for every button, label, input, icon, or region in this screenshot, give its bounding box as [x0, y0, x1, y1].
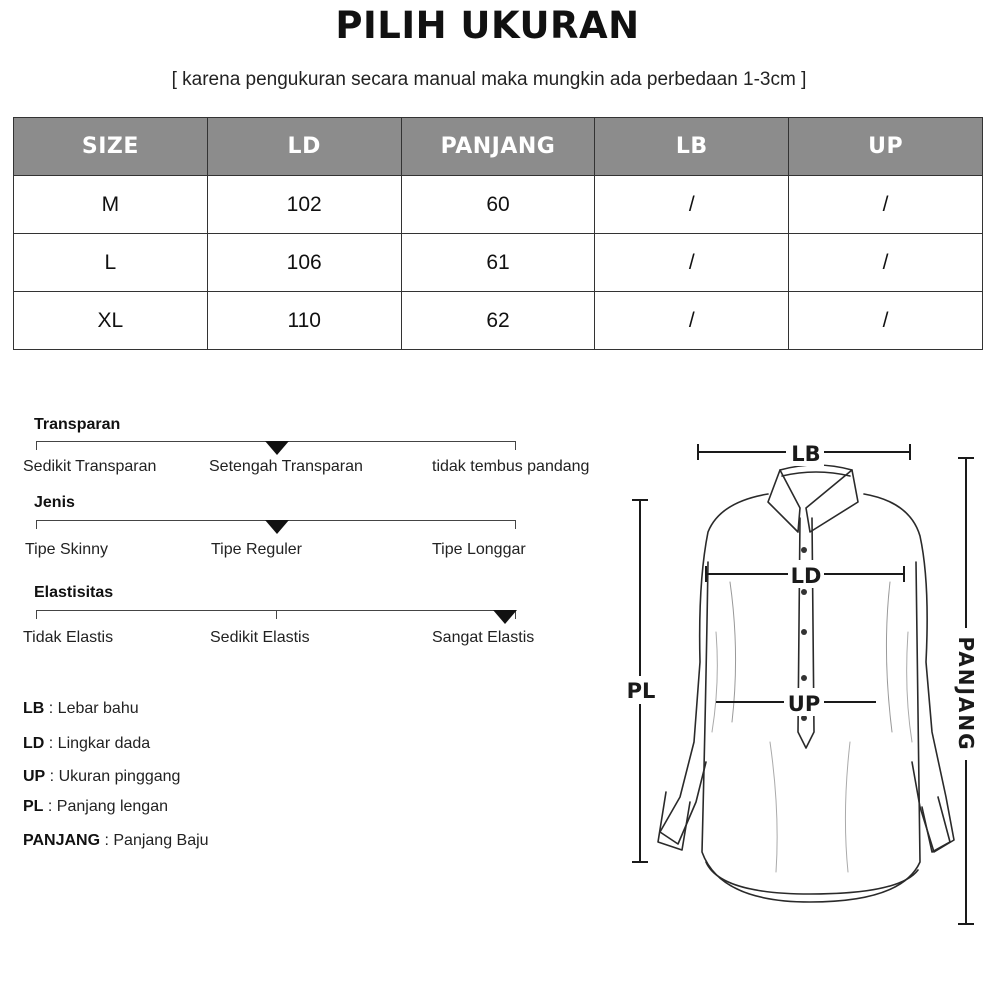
cell-ld: 102 [207, 176, 401, 234]
size-chart-table [13, 117, 983, 350]
legend-desc: : Lingkar dada [44, 735, 151, 752]
legend-item-up [23, 768, 180, 786]
diagram-label-panjang: PANJANG [954, 636, 978, 752]
scale-title-jenis: Jenis [34, 494, 75, 511]
diagram-label-pl: PL [626, 679, 656, 703]
cell-ld: 110 [207, 292, 401, 350]
scale-label: Sangat Elastis [432, 629, 535, 646]
cell-lb: / [595, 234, 789, 292]
table-row [14, 234, 983, 292]
legend-abbr: LD [23, 735, 45, 752]
scale-label: Sedikit Elastis [210, 629, 310, 646]
legend-desc: : Panjang Baju [100, 832, 209, 849]
legend-item-lb [23, 700, 139, 718]
scale-title-elastisitas: Elastisitas [34, 584, 114, 601]
scale-label: Tipe Reguler [211, 541, 303, 558]
scale-marker-jenis [265, 520, 289, 534]
table-header-row [14, 118, 983, 176]
legend-item-ld [23, 735, 150, 753]
cell-up: / [789, 292, 983, 350]
cell-lb: / [595, 176, 789, 234]
cell-size: M [14, 176, 208, 234]
cell-lb: / [595, 292, 789, 350]
scale-tick [515, 441, 516, 450]
scale-label: Sedikit Transparan [23, 458, 157, 475]
cell-ld: 106 [207, 234, 401, 292]
legend-desc: : Ukuran pinggang [45, 768, 181, 785]
page-title: PILIH UKURAN [335, 4, 640, 47]
measurement-note: [ karena pengukuran secara manual maka mungkin ada perbedaan 1-3cm ] [171, 69, 807, 90]
scale-label: Tipe Longgar [432, 541, 526, 558]
header-panjang: PANJANG [401, 118, 595, 176]
legend-abbr: UP [23, 768, 46, 785]
scale-marker-elastisitas [493, 610, 517, 624]
diagram-label-up: UP [787, 692, 821, 716]
scale-tick [36, 610, 37, 619]
shirt-measurement-diagram [620, 432, 990, 932]
cell-up: / [789, 234, 983, 292]
legend-item-pl [23, 798, 168, 816]
scale-label: Setengah Transparan [209, 458, 363, 475]
legend-abbr: LB [23, 700, 45, 717]
cell-panjang: 62 [401, 292, 595, 350]
legend-item-panjang [23, 832, 209, 850]
table-row [14, 292, 983, 350]
table-row [14, 176, 983, 234]
scale-marker-transparan [265, 441, 289, 455]
cell-up: / [789, 176, 983, 234]
header-ld: LD [207, 118, 401, 176]
scale-tick [36, 520, 37, 529]
legend-desc: : Lebar bahu [44, 700, 139, 717]
cell-size: L [14, 234, 208, 292]
header-up: UP [789, 118, 983, 176]
diagram-label-lb: LB [791, 442, 821, 466]
scale-label: Tipe Skinny [25, 541, 108, 558]
scale-tick [515, 520, 516, 529]
header-lb: LB [595, 118, 789, 176]
shirt-illustration [620, 432, 990, 932]
diagram-label-ld: LD [790, 564, 822, 588]
cell-size: XL [14, 292, 208, 350]
cell-panjang: 61 [401, 234, 595, 292]
cell-panjang: 60 [401, 176, 595, 234]
legend-abbr: PL [23, 798, 44, 815]
scale-tick [36, 441, 37, 450]
legend-abbr: PANJANG [23, 832, 101, 849]
legend-desc: : Panjang lengan [43, 798, 168, 815]
scale-title-transparan: Transparan [34, 416, 121, 433]
header-size: SIZE [14, 118, 208, 176]
scale-label: Tidak Elastis [23, 629, 114, 646]
scale-tick [276, 610, 277, 619]
scale-label: tidak tembus pandang [432, 458, 590, 475]
